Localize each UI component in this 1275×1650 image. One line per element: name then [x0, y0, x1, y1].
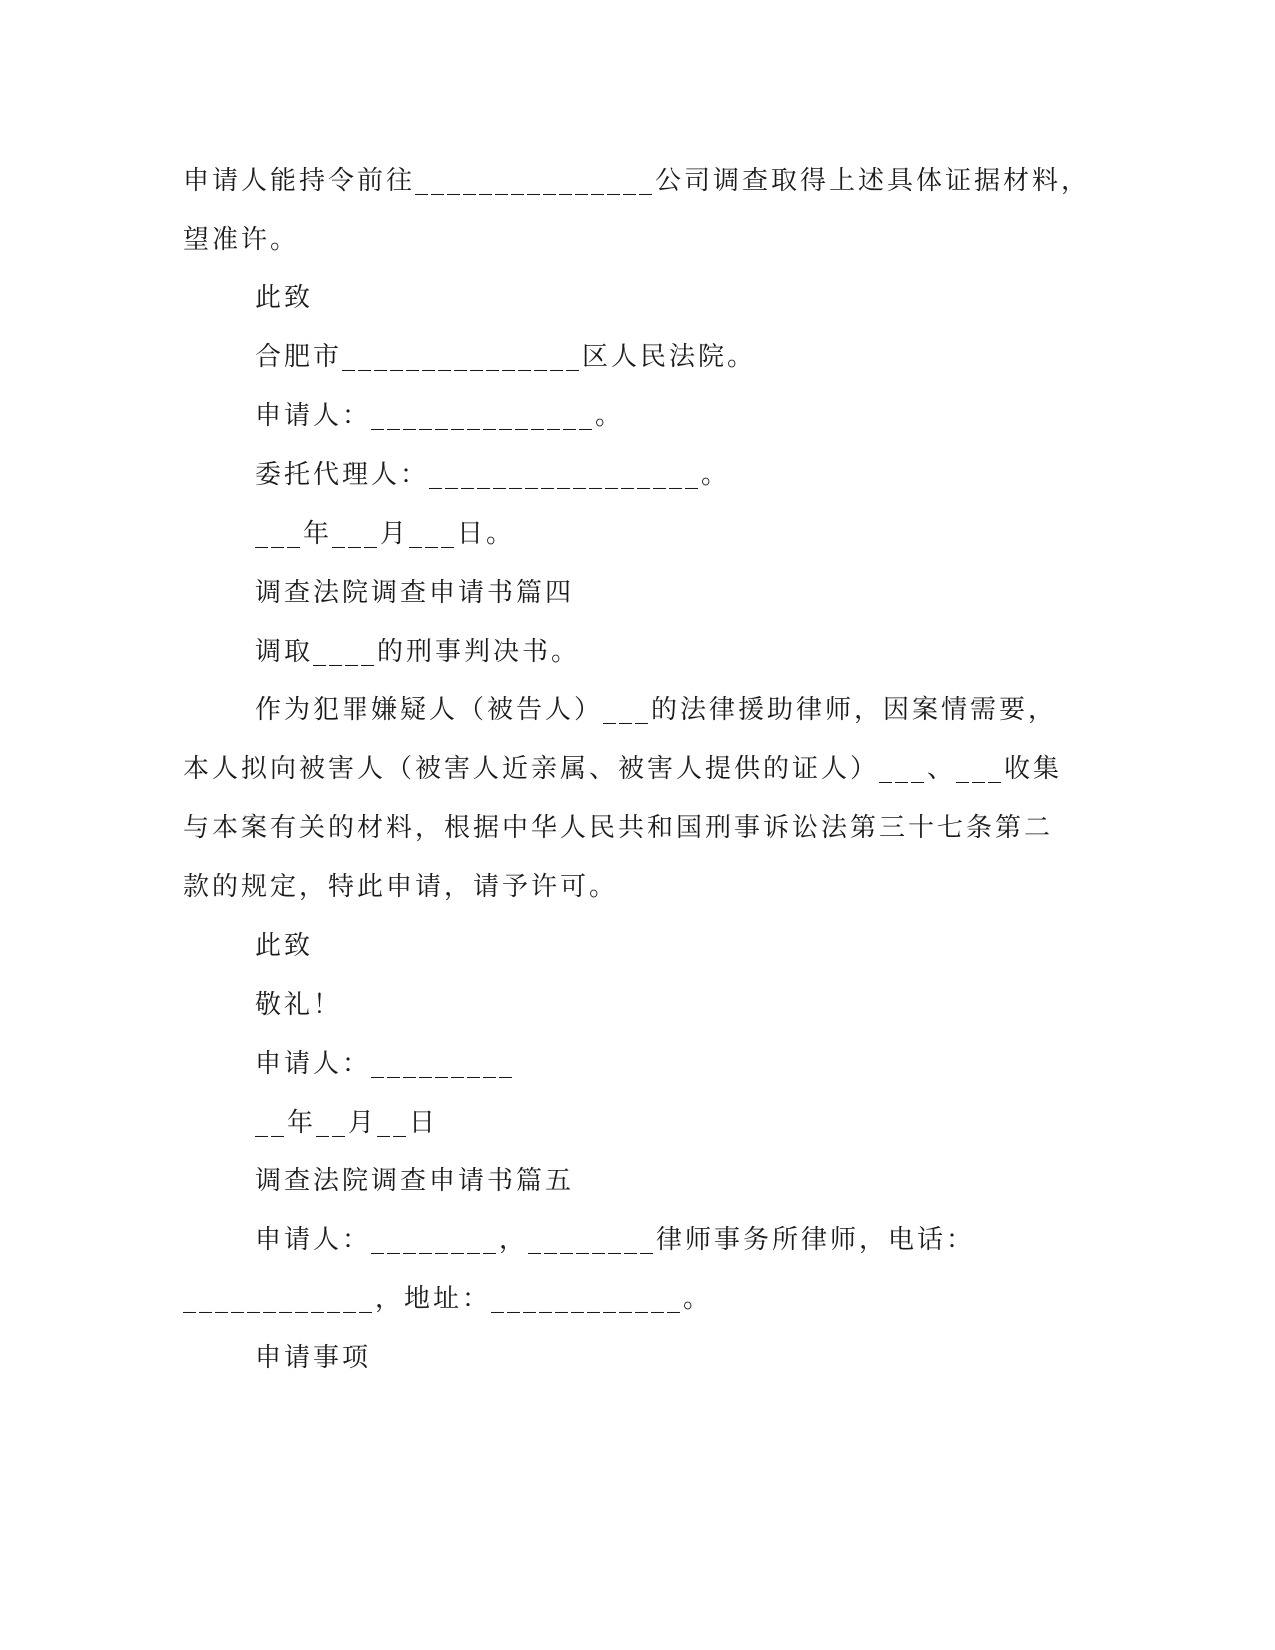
text-line: 款的规定，特此申请，请予许可。 [183, 872, 619, 902]
salutation: 此致 [255, 931, 314, 961]
text-line: 望准许。 [183, 225, 300, 255]
applicant-signature: 申请人：______________。 [255, 401, 625, 431]
salutation: 此致 [255, 283, 314, 313]
date-line: __年__月__日 [255, 1108, 439, 1138]
text-line: 申请人：________，________律师事务所律师，电话： [255, 1225, 976, 1255]
agent-signature: 委托代理人：_________________。 [255, 460, 731, 490]
text-line: 申请人能持令前往_______________公司调查取得上述具体证据材料， [183, 166, 1091, 196]
section-heading: 调查法院调查申请书篇四 [255, 578, 575, 608]
text-line: 本人拟向被害人（被害人近亲属、被害人提供的证人）___、___收集 [183, 754, 1063, 784]
text-line: 与本案有关的材料，根据中华人民共和国刑事诉讼法第三十七条第二 [183, 813, 1054, 843]
text-line: 调取____的刑事判决书。 [255, 637, 581, 667]
applicant-signature: 申请人：_________ [255, 1049, 516, 1079]
section-heading: 调查法院调查申请书篇五 [255, 1166, 575, 1196]
date-line: ___年___月___日。 [255, 519, 516, 549]
recipient-court: 合肥市_______________区人民法院。 [255, 342, 757, 372]
closing: 敬礼！ [255, 990, 343, 1020]
subheading: 申请事项 [255, 1343, 372, 1373]
text-line: ____________，地址：____________。 [183, 1284, 713, 1314]
text-line: 作为犯罪嫌疑人（被告人）___的法律援助律师，因案情需要， [255, 695, 1058, 725]
